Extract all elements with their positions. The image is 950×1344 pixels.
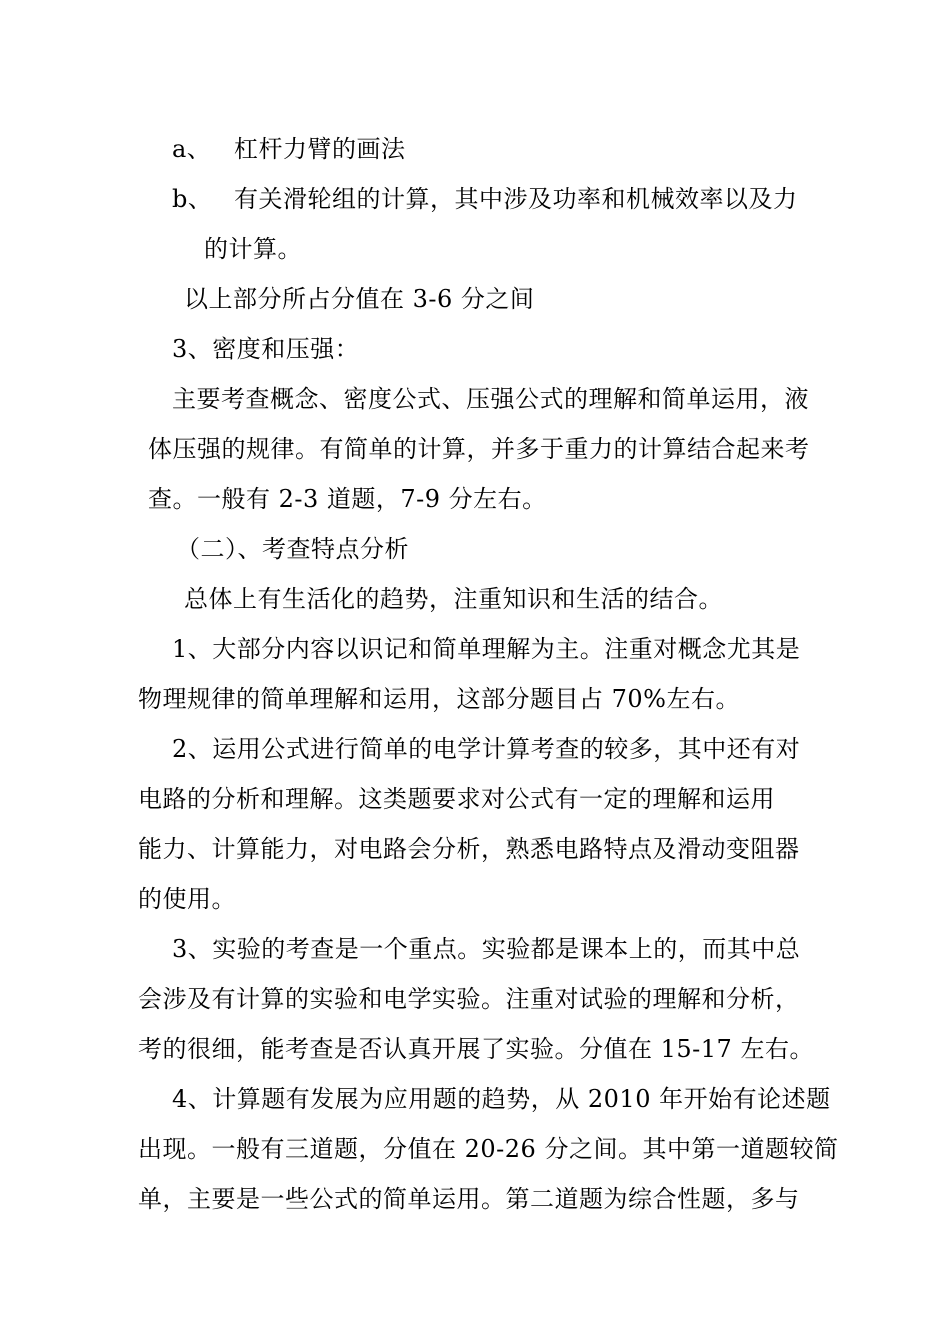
score-note: 以上部分所占分值在 3-6 分之间	[184, 285, 535, 313]
list-text-b-continued: 的计算。	[204, 235, 302, 263]
list-text-a: 杠杆力臂的画法	[234, 135, 406, 163]
point4-paragraph-line: 单，主要是一些公式的简单运用。第二道题为综合性题，多与	[138, 1185, 800, 1213]
part2-heading: （二）、考查特点分析	[176, 535, 409, 563]
section3-paragraph-line: 体压强的规律。有简单的计算，并多于重力的计算结合起来考	[148, 435, 810, 463]
point2-paragraph-line: 2、运用公式进行简单的电学计算考查的较多，其中还有对	[172, 735, 801, 763]
list-item-a	[172, 134, 406, 164]
point1-paragraph-line: 物理规律的简单理解和运用，这部分题目占 70%左右。	[138, 685, 740, 713]
point2-paragraph-line: 能力、计算能力，对电路会分析，熟悉电路特点及滑动变阻器	[138, 835, 800, 863]
list-marker-b: b、	[172, 185, 213, 213]
point1-paragraph-line: 1、大部分内容以识记和简单理解为主。注重对概念尤其是	[172, 635, 801, 663]
section3-paragraph-line: 查。一般有 2-3 道题，7-9 分左右。	[148, 485, 547, 513]
part2-intro: 总体上有生活化的趋势，注重知识和生活的结合。	[184, 585, 723, 613]
point3-paragraph-line: 3、实验的考查是一个重点。实验都是课本上的，而其中总	[172, 935, 801, 963]
list-text-b: 有关滑轮组的计算，其中涉及功率和机械效率以及力	[234, 185, 798, 213]
point4-paragraph-line: 4、计算题有发展为应用题的趋势，从 2010 年开始有论述题	[172, 1085, 831, 1113]
section3-paragraph-line: 主要考查概念、密度公式、压强公式的理解和简单运用，液	[172, 385, 809, 413]
list-item-b	[172, 184, 798, 214]
point2-paragraph-line: 电路的分析和理解。这类题要求对公式有一定的理解和运用	[138, 785, 775, 813]
point2-paragraph-line: 的使用。	[138, 885, 236, 913]
section-heading-density-pressure: 3、密度和压强：	[172, 335, 360, 363]
point3-paragraph-line: 会涉及有计算的实验和电学实验。注重对试验的理解和分析，	[138, 985, 800, 1013]
point4-paragraph-line: 出现。一般有三道题，分值在 20-26 分之间。其中第一道题较简	[138, 1135, 839, 1163]
list-marker-a: a、	[172, 135, 212, 163]
point3-paragraph-line: 考的很细，能考查是否认真开展了实验。分值在 15-17 左右。	[138, 1035, 814, 1063]
